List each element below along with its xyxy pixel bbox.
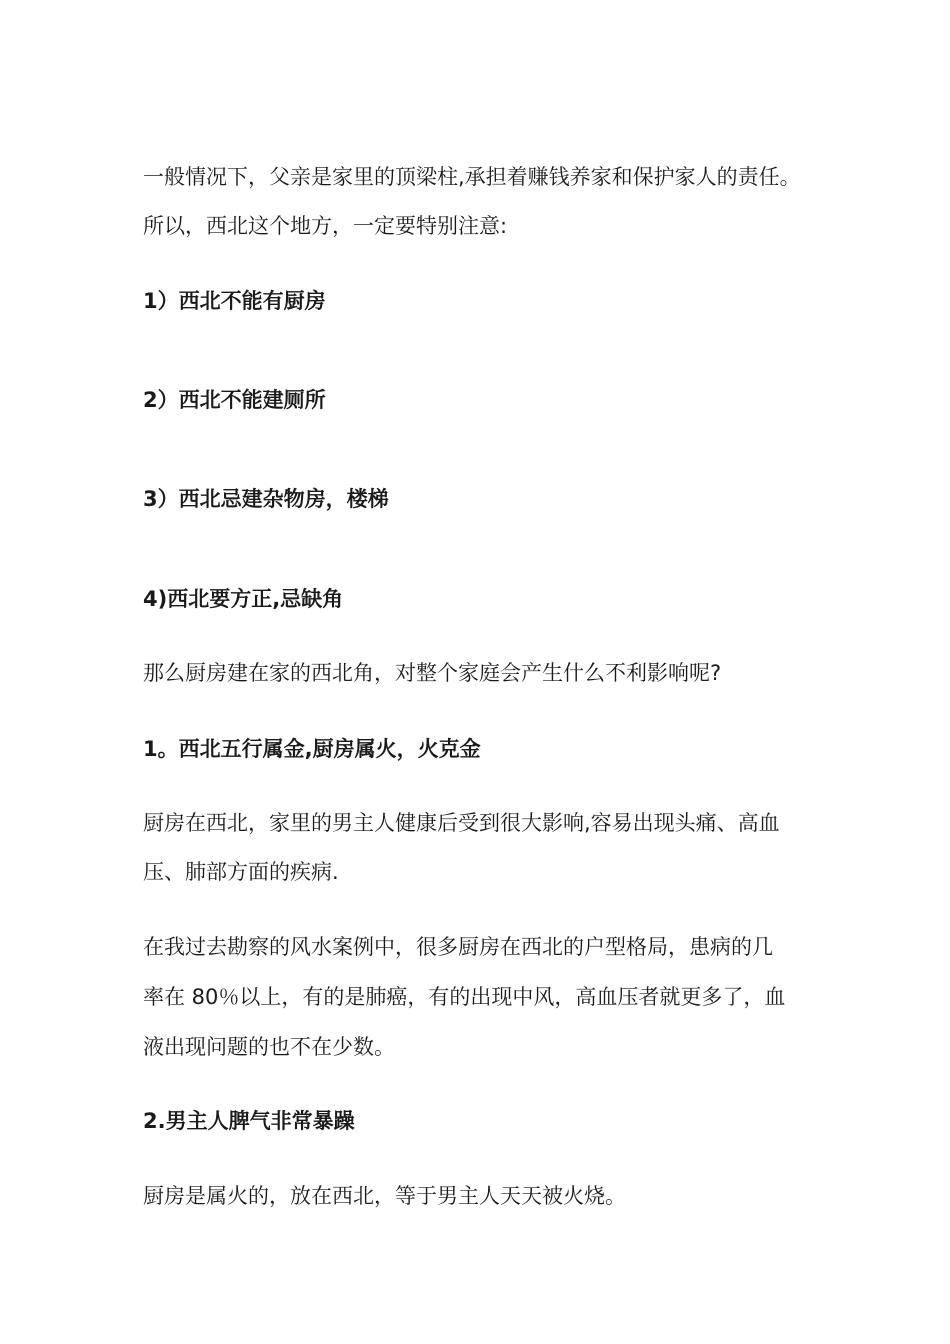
paragraph-cases-line-1: 在我过去勘察的风水案例中，很多厨房在西北的户型格局，患病的几 (143, 935, 773, 959)
paragraph-intro-line-1: 一般情况下，父亲是家里的顶梁柱,承担着赚钱养家和保护家人的责任。 (143, 165, 801, 189)
paragraph-fire-line-1: 厨房是属火的，放在西北，等于男主人天天被火烧。 (143, 1184, 626, 1208)
paragraph-cases-line-2: 率在 80％以上，有的是肺癌，有的出现中风，高血压者就更多了，血 (143, 985, 786, 1009)
list-item-3: 3）西北忌建杂物房，楼梯 (143, 487, 389, 511)
list-item-2: 2）西北不能建厕所 (143, 388, 326, 412)
section-heading-1: 1。西北五行属金,厨房属火，火克金 (143, 737, 481, 761)
list-item-4: 4)西北要方正,忌缺角 (143, 587, 344, 611)
section-heading-2: 2.男主人脾气非常暴躁 (143, 1109, 355, 1133)
paragraph-cases-line-3: 液出现问题的也不在少数。 (143, 1035, 395, 1059)
question-paragraph: 那么厨房建在家的西北角，对整个家庭会产生什么不利影响呢? (143, 661, 722, 685)
list-item-1: 1）西北不能有厨房 (143, 289, 326, 313)
paragraph-health-line-2: 压、肺部方面的疾病. (143, 860, 339, 884)
paragraph-intro-line-2: 所以，西北这个地方，一定要特别注意: (143, 214, 508, 238)
paragraph-health-line-1: 厨房在西北，家里的男主人健康后受到很大影响,容易出现头痛、高血 (143, 811, 780, 835)
